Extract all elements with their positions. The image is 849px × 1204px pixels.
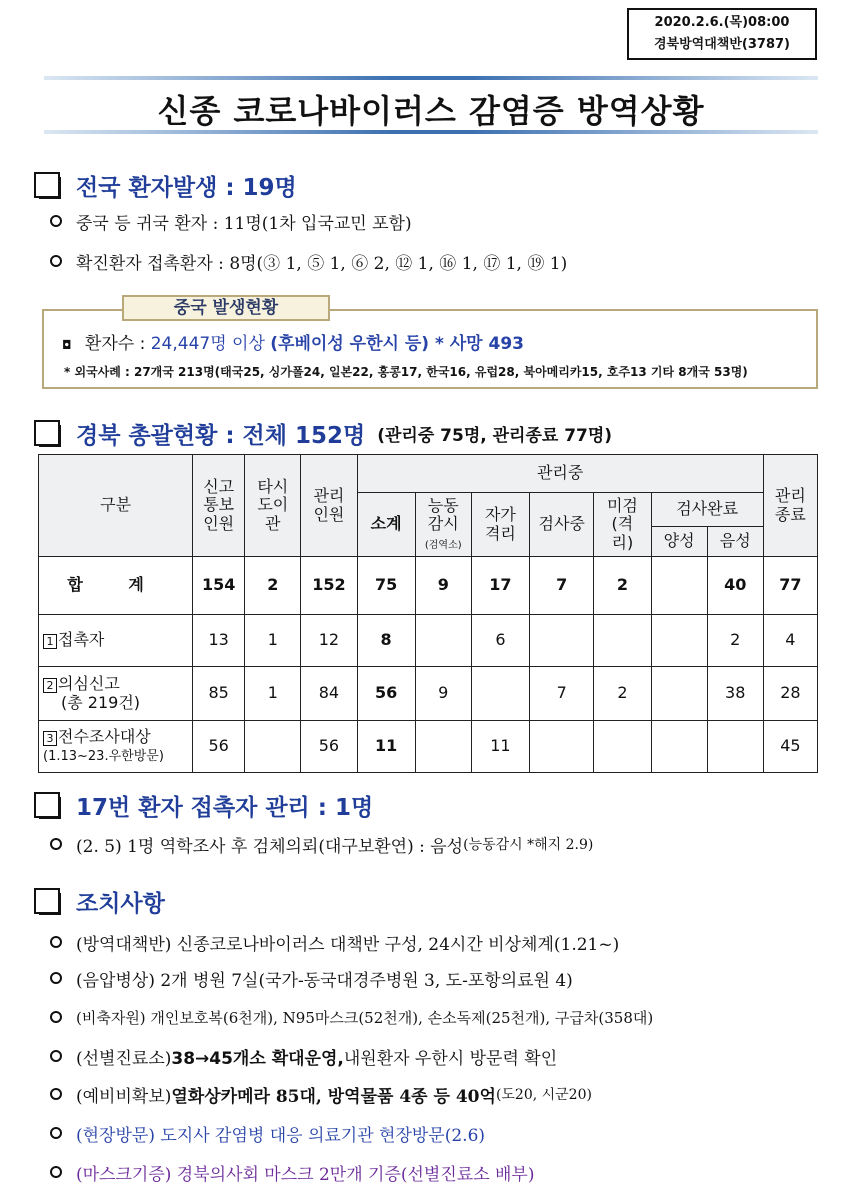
- action-item-highlight: 38→45개소 확대운영,: [171, 1048, 344, 1069]
- circle-bullet-icon: [50, 838, 62, 850]
- cell-reported: 56: [193, 721, 245, 773]
- china-patients-note: (후베이성 우한시 등) * 사망 493: [270, 334, 525, 354]
- china-status-tag: 중국 발생현황: [122, 295, 330, 321]
- action-item-text: (마스크기증) 경북의사회 마스크 2만개 기증(선별진료소 배부): [76, 1164, 535, 1185]
- cell-testing: [530, 721, 594, 773]
- action-item-4: [50, 1042, 557, 1070]
- cell-active: 9: [415, 557, 471, 615]
- checkbox-icon: [34, 420, 60, 446]
- cell-managed: 56: [301, 721, 357, 773]
- cell-subtotal: 11: [357, 721, 415, 773]
- cell-reported: 13: [193, 615, 245, 667]
- cell-active: [415, 615, 471, 667]
- cell-self: [471, 667, 529, 721]
- circle-bullet-icon: [50, 972, 62, 984]
- status-table: [38, 454, 818, 773]
- cell-self: 6: [471, 615, 529, 667]
- report-date: 2020.2.6.(목)08:00: [654, 15, 790, 30]
- circle-bullet-icon: [50, 255, 62, 267]
- case17-item-text: (2. 5) 1명 역학조사 후 검체의뢰(대구보환연) : 음성: [76, 836, 464, 857]
- section-national-heading: 전국 환자발생 : 19명: [76, 174, 297, 201]
- action-item-5: [50, 1080, 592, 1108]
- cell-subtotal: 75: [357, 557, 415, 615]
- row-label: 합 계: [39, 557, 193, 615]
- cell-managed: 84: [301, 667, 357, 721]
- china-patients-value: 24,447명 이상: [150, 334, 265, 354]
- china-patients-label: 환자수 :: [84, 334, 151, 354]
- section-gyeongbuk-sub: (관리중 75명, 관리종료 77명): [377, 425, 613, 446]
- action-item-prefix: (선별진료소): [76, 1048, 172, 1069]
- date-box: [627, 8, 817, 60]
- circle-bullet-icon: [50, 1050, 62, 1062]
- table-row-survey: [39, 721, 818, 773]
- cell-pos: [651, 615, 707, 667]
- header-neg: 음성: [707, 527, 763, 557]
- cell-neg: 40: [707, 557, 763, 615]
- action-item-text: (방역대책반) 신종코로나바이러스 대책반 구성, 24시간 비상체계(1.21~): [76, 934, 620, 955]
- cell-transfer: [245, 721, 301, 773]
- cell-ended: 45: [763, 721, 817, 773]
- circle-bullet-icon: [50, 215, 62, 227]
- action-item-prefix: (예비비확보): [76, 1086, 172, 1107]
- cell-active: [415, 721, 471, 773]
- table-row-total: [39, 557, 818, 615]
- national-item-1: [50, 207, 412, 235]
- cell-subtotal: 56: [357, 667, 415, 721]
- national-item-2: [50, 247, 567, 275]
- square-bullet-icon: ◘: [62, 338, 72, 352]
- cell-untested: 2: [594, 557, 651, 615]
- row-label: 2 의심신고 (총 219건): [39, 667, 193, 721]
- circle-bullet-icon: [50, 936, 62, 948]
- checkbox-icon: [34, 888, 60, 914]
- action-item-text: (현장방문) 도지사 감염병 대응 의료기관 현장방문(2.6): [76, 1125, 486, 1146]
- row-label: 3 전수조사대상 (1.13~23.우한방문): [39, 721, 193, 773]
- report-org: 경북방역대책반(3787): [654, 37, 790, 52]
- header-subtotal: 소계: [357, 493, 415, 557]
- checkbox-icon: [34, 172, 60, 198]
- action-item-2: [50, 964, 573, 992]
- cell-pos: [651, 667, 707, 721]
- header-untested: 미검(격리): [594, 493, 651, 557]
- cell-reported: 154: [193, 557, 245, 615]
- header-ended: 관리종료: [763, 455, 817, 557]
- cell-ended: 77: [763, 557, 817, 615]
- checkbox-icon: [34, 792, 60, 818]
- cell-ended: 28: [763, 667, 817, 721]
- action-item-text: (비축자원) 개인보호복(6천개), N95마스크(52천개), 손소독제(25천개), 구급차(358대): [76, 1008, 654, 1027]
- page-title: 신종 코로나바이러스 감염증 방역상황: [157, 92, 705, 130]
- china-status-box: [42, 298, 818, 389]
- header-managed: 관리인원: [301, 455, 357, 557]
- circle-bullet-icon: [50, 1127, 62, 1139]
- case17-item: [50, 830, 593, 858]
- header-managing: 관리중: [357, 455, 763, 493]
- header-active: 능동감시 (검역소): [415, 493, 471, 557]
- title-bar: [44, 76, 818, 134]
- action-item-suffix: (도20, 시군20): [495, 1087, 592, 1103]
- cell-pos: [651, 557, 707, 615]
- section-gyeongbuk-heading: 경북 총괄현황 : 전체 152명: [76, 422, 366, 449]
- header-category: 구분: [39, 455, 193, 557]
- circle-bullet-icon: [50, 1088, 62, 1100]
- header-done: 검사완료: [651, 493, 763, 527]
- cell-testing: 7: [530, 557, 594, 615]
- table-row-suspected: [39, 667, 818, 721]
- cell-pos: [651, 721, 707, 773]
- national-item-text: 중국 등 귀국 환자 : 11명(1차 입국교민 포함): [76, 213, 412, 234]
- row-label: 1 접촉자: [39, 615, 193, 667]
- section-national: [34, 168, 297, 202]
- cell-subtotal: 8: [357, 615, 415, 667]
- cell-untested: [594, 615, 651, 667]
- table-row-contacts: [39, 615, 818, 667]
- action-item-3: [50, 1003, 653, 1031]
- header-testing: 검사중: [530, 493, 594, 557]
- header-transfer: 타시도이관: [245, 455, 301, 557]
- action-item-1: [50, 928, 619, 956]
- cell-untested: [594, 721, 651, 773]
- cell-untested: 2: [594, 667, 651, 721]
- cell-self: 17: [471, 557, 529, 615]
- national-item-text: 확진환자 접촉환자 : 8명(③ 1, ⑤ 1, ⑥ 2, ⑫ 1, ⑯ 1, ⑰ 1, ⑲ 1): [76, 253, 568, 274]
- cell-ended: 4: [763, 615, 817, 667]
- china-foreign-cases: * 외국사례 : 27개국 213명(태국25, 싱가폴24, 일본22, 홍콩17, 한국16, 유럽28, 북아메리카15, 호주13 기타 8개국 53명): [64, 365, 748, 379]
- header-self: 자가격리: [471, 493, 529, 557]
- title-rule-bottom: [44, 130, 818, 134]
- cell-active: 9: [415, 667, 471, 721]
- cell-managed: 12: [301, 615, 357, 667]
- title-rule-top: [44, 76, 818, 80]
- cell-neg: 38: [707, 667, 763, 721]
- china-patients-row: [62, 329, 524, 354]
- header-pos: 양성: [651, 527, 707, 557]
- cell-transfer: 2: [245, 557, 301, 615]
- section-actions: [34, 884, 165, 918]
- action-item-highlight: 열화상카메라 85대, 방역물품 4종 등 40억: [171, 1086, 496, 1107]
- action-item-6: [50, 1119, 485, 1147]
- action-item-7: [50, 1158, 535, 1186]
- cell-transfer: 1: [245, 615, 301, 667]
- cell-testing: 7: [530, 667, 594, 721]
- cell-managed: 152: [301, 557, 357, 615]
- row-number-box: 1: [43, 634, 57, 649]
- circle-bullet-icon: [50, 1166, 62, 1178]
- section-case17: [34, 788, 373, 822]
- cell-neg: [707, 721, 763, 773]
- action-item-text: (음압병상) 2개 병원 7실(국가-동국대경주병원 3, 도-포항의료원 4): [76, 970, 573, 991]
- cell-self: 11: [471, 721, 529, 773]
- cell-neg: 2: [707, 615, 763, 667]
- header-reported: 신고통보인원: [193, 455, 245, 557]
- case17-item-note: (능동감시 *해지 2.9): [463, 837, 594, 853]
- cell-transfer: 1: [245, 667, 301, 721]
- row-number-box: 3: [43, 731, 57, 746]
- row-number-box: 2: [43, 678, 57, 693]
- section-actions-heading: 조치사항: [76, 890, 165, 917]
- cell-reported: 85: [193, 667, 245, 721]
- cell-testing: [530, 615, 594, 667]
- section-case17-heading: 17번 환자 접촉자 관리 : 1명: [76, 794, 374, 821]
- action-item-suffix: 내원환자 우한시 방문력 확인: [343, 1048, 558, 1069]
- section-gyeongbuk: [34, 416, 612, 450]
- circle-bullet-icon: [50, 1011, 62, 1023]
